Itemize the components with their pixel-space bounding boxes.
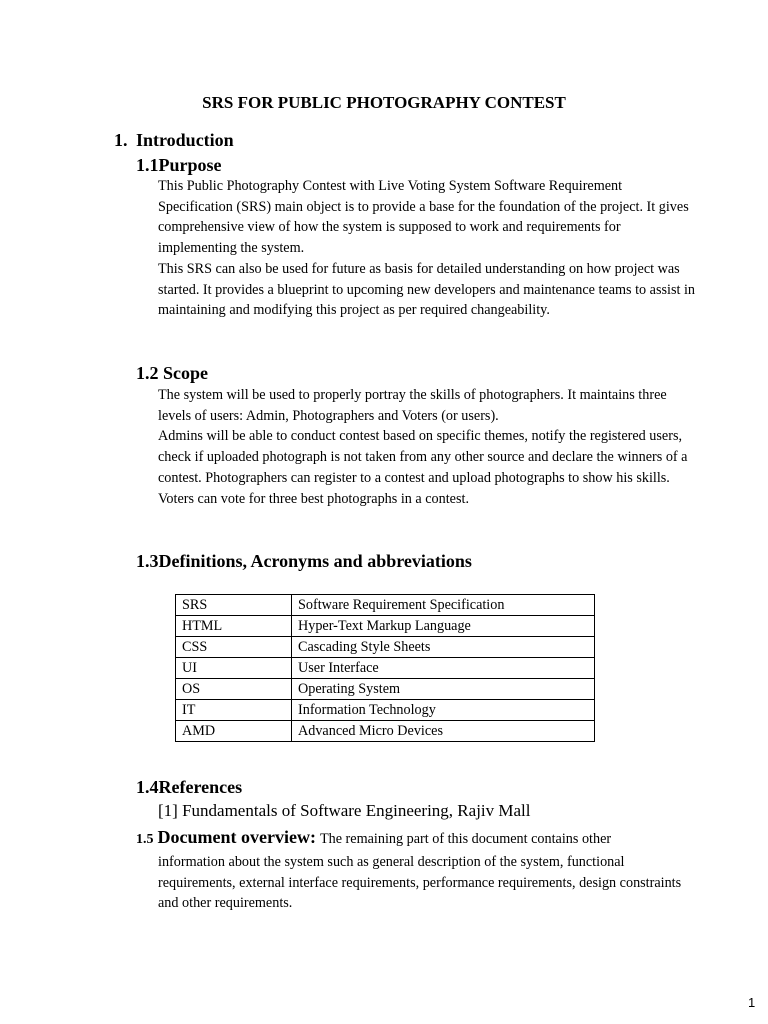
- overview-first-line: [136, 825, 696, 852]
- document-title: SRS FOR PUBLIC PHOTOGRAPHY CONTEST: [202, 93, 566, 112]
- definition-meaning: Software Requirement Specification: [292, 595, 595, 616]
- definition-abbreviation: CSS: [176, 637, 292, 658]
- section-introduction-heading: [114, 128, 234, 152]
- definitions-row: [176, 616, 595, 637]
- section-title: Introduction: [136, 130, 234, 150]
- section-overview: [136, 825, 696, 914]
- definition-meaning: User Interface: [292, 658, 595, 679]
- definition-abbreviation: HTML: [176, 616, 292, 637]
- overview-text-first: The remaining part of this document contains other: [319, 831, 612, 847]
- overview-text-rest: information about the system such as general description of the system, functional requirements, external interface requirements, performance requirements, design constraints and other requirements.: [158, 854, 682, 912]
- page-number: 1: [748, 995, 756, 1010]
- definitions-row: [176, 721, 595, 742]
- purpose-paragraph: This Public Photography Contest with Live Voting System Software Requirement Specification (SRS) main object is to provide a base for the foundation of the project. It gives comprehensive view of how the system is supposed to work and requirements for implementing the system.: [158, 178, 689, 257]
- section-definitions-heading: 1.3Definitions, Acronyms and abbreviations: [136, 551, 472, 571]
- definitions-row: [176, 637, 595, 658]
- definitions-row: [176, 700, 595, 721]
- definition-meaning: Advanced Micro Devices: [292, 721, 595, 742]
- reference-item: [1] Fundamentals of Software Engineering, Rajiv Mall: [158, 801, 531, 820]
- definitions-row: [176, 679, 595, 700]
- definition-meaning: Information Technology: [292, 700, 595, 721]
- definition-abbreviation: UI: [176, 658, 292, 679]
- definitions-table: [175, 594, 595, 742]
- section-number: 1.: [114, 130, 128, 150]
- scope-paragraph: Admins will be able to conduct contest based on specific themes, notify the registered users, check if uploaded photograph is not taken from any other source and declare the winners of a contest. Photographers can register to a contest and upload photographs to show his skills. Voters can vote for three best photographs in a contest.: [158, 428, 688, 507]
- definitions-row: [176, 658, 595, 679]
- definition-meaning: Cascading Style Sheets: [292, 637, 595, 658]
- scope-paragraph: The system will be used to properly portray the skills of photographers. It maintains three levels of users: Admin, Photographers and Voters (or users).: [158, 387, 667, 424]
- scope-body: [158, 385, 698, 509]
- definition-abbreviation: OS: [176, 679, 292, 700]
- definition-abbreviation: IT: [176, 700, 292, 721]
- section-purpose-heading: 1.1Purpose: [136, 155, 222, 175]
- purpose-body: [158, 176, 698, 321]
- overview-heading: Document overview:: [157, 827, 316, 847]
- definitions-row: [176, 595, 595, 616]
- definition-meaning: Operating System: [292, 679, 595, 700]
- section-scope-heading: 1.2 Scope: [136, 363, 208, 383]
- definition-abbreviation: SRS: [176, 595, 292, 616]
- purpose-paragraph: This SRS can also be used for future as basis for detailed understanding on how project was started. It provides a blueprint to upcoming new developers and maintenance teams to assist in maintaining and modifying this project as per required changeability.: [158, 260, 696, 319]
- definition-meaning: Hyper-Text Markup Language: [292, 616, 595, 637]
- overview-number: 1.5: [136, 832, 154, 847]
- definition-abbreviation: AMD: [176, 721, 292, 742]
- definitions-table-body: [176, 595, 595, 742]
- section-references-heading: 1.4References: [136, 777, 243, 797]
